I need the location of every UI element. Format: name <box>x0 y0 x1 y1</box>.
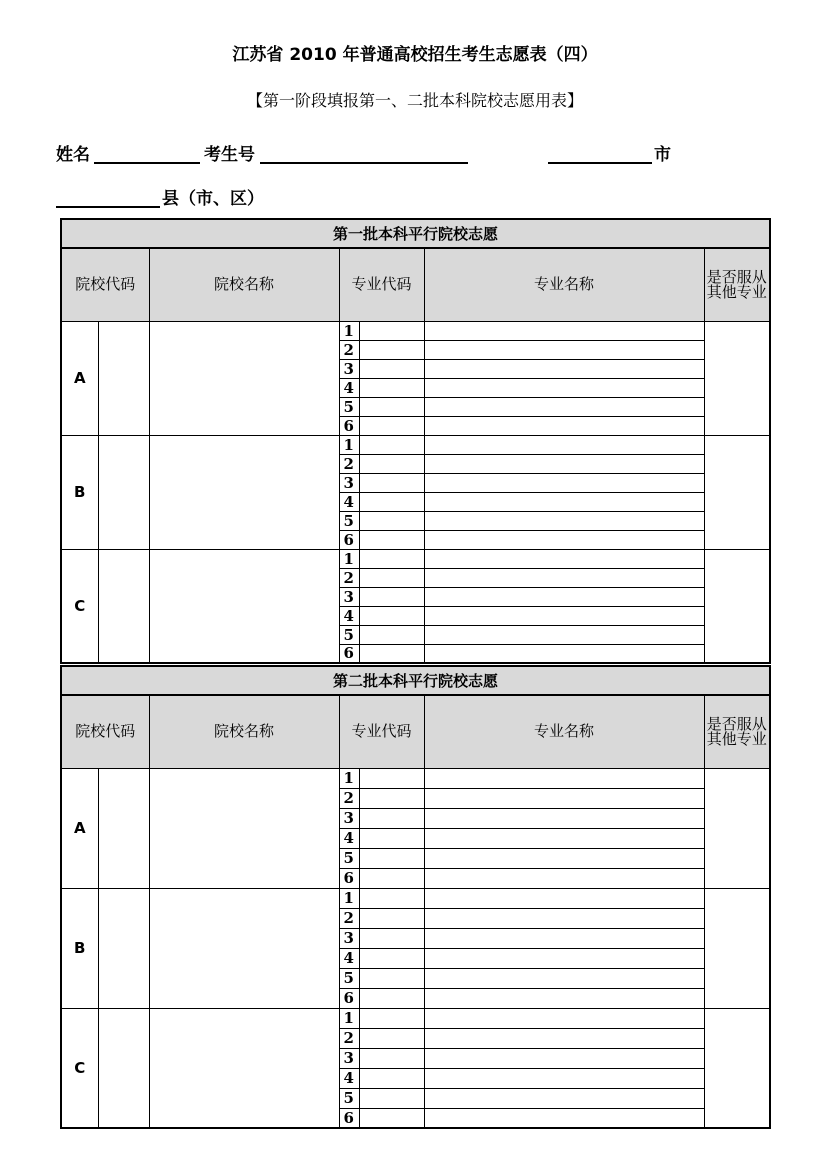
row-number: 6 <box>339 988 359 1008</box>
exam-no-field[interactable] <box>260 162 468 164</box>
major-code-cell[interactable] <box>359 606 424 625</box>
major-code-cell[interactable] <box>359 644 424 663</box>
major-code-cell[interactable] <box>359 808 424 828</box>
school-code-cell[interactable] <box>98 1008 149 1128</box>
major-name-cell[interactable] <box>424 848 704 868</box>
major-name-cell[interactable] <box>424 788 704 808</box>
major-code-cell[interactable] <box>359 340 424 359</box>
obey-adjust-header: 是否服从其他专业 <box>704 695 770 768</box>
school-name-cell[interactable] <box>149 321 339 435</box>
county-field[interactable] <box>56 206 160 208</box>
major-name-cell[interactable] <box>424 1108 704 1128</box>
row-number: 2 <box>339 1028 359 1048</box>
major-code-cell[interactable] <box>359 888 424 908</box>
section-title: 第二批本科平行院校志愿 <box>61 666 770 695</box>
major-name-header: 专业名称 <box>424 695 704 768</box>
school-letter: C <box>61 549 98 663</box>
major-name-cell[interactable] <box>424 928 704 948</box>
row-number: 1 <box>339 768 359 788</box>
major-code-cell[interactable] <box>359 948 424 968</box>
row-number: 1 <box>339 888 359 908</box>
row-number: 6 <box>339 1108 359 1128</box>
school-name-cell[interactable] <box>149 549 339 663</box>
obey-adjust-cell[interactable] <box>704 1008 770 1128</box>
row-number: 6 <box>339 644 359 663</box>
row-number: 1 <box>339 435 359 454</box>
row-number: 2 <box>339 340 359 359</box>
school-name-cell[interactable] <box>149 888 339 1008</box>
row-number: 2 <box>339 568 359 587</box>
major-code-cell[interactable] <box>359 435 424 454</box>
major-name-cell[interactable] <box>424 828 704 848</box>
row-number: 4 <box>339 606 359 625</box>
major-name-cell[interactable] <box>424 397 704 416</box>
school-code-cell[interactable] <box>98 435 149 549</box>
city-label: 市 <box>654 145 671 165</box>
major-name-cell[interactable] <box>424 1028 704 1048</box>
row-number: 4 <box>339 378 359 397</box>
major-code-cell[interactable] <box>359 321 424 340</box>
major-code-cell[interactable] <box>359 868 424 888</box>
major-name-cell[interactable] <box>424 808 704 828</box>
row-number: 3 <box>339 1048 359 1068</box>
name-field[interactable] <box>94 162 200 164</box>
row-number: 3 <box>339 473 359 492</box>
second-batch-table <box>60 665 771 1129</box>
major-name-cell[interactable] <box>424 948 704 968</box>
major-code-cell[interactable] <box>359 511 424 530</box>
obey-adjust-cell[interactable] <box>704 888 770 1008</box>
major-name-cell[interactable] <box>424 968 704 988</box>
major-code-cell[interactable] <box>359 828 424 848</box>
school-letter: B <box>61 435 98 549</box>
major-name-cell[interactable] <box>424 378 704 397</box>
obey-adjust-cell[interactable] <box>704 768 770 888</box>
school-name-header: 院校名称 <box>149 695 339 768</box>
major-name-cell[interactable] <box>424 454 704 473</box>
name-label: 姓名 <box>56 145 90 165</box>
school-letter: C <box>61 1008 98 1128</box>
school-code-cell[interactable] <box>98 549 149 663</box>
major-code-cell[interactable] <box>359 988 424 1008</box>
major-name-cell[interactable] <box>424 435 704 454</box>
major-code-cell[interactable] <box>359 397 424 416</box>
major-name-cell[interactable] <box>424 511 704 530</box>
major-code-cell[interactable] <box>359 928 424 948</box>
major-code-cell[interactable] <box>359 968 424 988</box>
page-subtitle: 【第一阶段填报第一、二批本科院校志愿用表】 <box>246 91 583 110</box>
city-field[interactable] <box>548 162 652 164</box>
exam-no-label: 考生号 <box>204 145 255 165</box>
row-number: 6 <box>339 530 359 549</box>
major-name-cell[interactable] <box>424 321 704 340</box>
major-code-cell[interactable] <box>359 454 424 473</box>
county-label: 县（市、区） <box>162 189 264 209</box>
row-number: 5 <box>339 848 359 868</box>
row-number: 1 <box>339 321 359 340</box>
school-code-header: 院校代码 <box>61 695 149 768</box>
major-name-cell[interactable] <box>424 549 704 568</box>
major-name-cell[interactable] <box>424 606 704 625</box>
major-name-cell[interactable] <box>424 568 704 587</box>
row-number: 6 <box>339 868 359 888</box>
major-code-cell[interactable] <box>359 530 424 549</box>
row-number: 5 <box>339 511 359 530</box>
school-letter: B <box>61 888 98 1008</box>
school-name-header: 院校名称 <box>149 248 339 321</box>
school-letter: A <box>61 768 98 888</box>
school-code-cell[interactable] <box>98 768 149 888</box>
school-letter: A <box>61 321 98 435</box>
major-name-cell[interactable] <box>424 359 704 378</box>
major-code-header: 专业代码 <box>339 695 424 768</box>
page-title: 江苏省 2010 年普通高校招生考生志愿表（四） <box>232 45 598 65</box>
major-code-cell[interactable] <box>359 359 424 378</box>
major-code-cell[interactable] <box>359 1068 424 1088</box>
major-name-cell[interactable] <box>424 908 704 928</box>
major-name-cell[interactable] <box>424 768 704 788</box>
major-name-cell[interactable] <box>424 492 704 511</box>
row-number: 5 <box>339 397 359 416</box>
row-number: 4 <box>339 1068 359 1088</box>
major-code-cell[interactable] <box>359 1088 424 1108</box>
major-name-cell[interactable] <box>424 530 704 549</box>
major-code-cell[interactable] <box>359 1028 424 1048</box>
row-number: 4 <box>339 828 359 848</box>
school-code-cell[interactable] <box>98 321 149 435</box>
major-code-header: 专业代码 <box>339 248 424 321</box>
major-name-cell[interactable] <box>424 868 704 888</box>
major-code-cell[interactable] <box>359 492 424 511</box>
obey-adjust-cell[interactable] <box>704 549 770 663</box>
major-name-cell[interactable] <box>424 587 704 606</box>
major-code-cell[interactable] <box>359 587 424 606</box>
row-number: 3 <box>339 808 359 828</box>
row-number: 3 <box>339 928 359 948</box>
obey-adjust-header: 是否服从其他专业 <box>704 248 770 321</box>
row-number: 4 <box>339 492 359 511</box>
major-code-cell[interactable] <box>359 908 424 928</box>
major-code-cell[interactable] <box>359 378 424 397</box>
major-code-cell[interactable] <box>359 768 424 788</box>
row-number: 5 <box>339 1088 359 1108</box>
row-number: 1 <box>339 549 359 568</box>
row-number: 5 <box>339 625 359 644</box>
major-name-cell[interactable] <box>424 888 704 908</box>
applicant-line-1 <box>56 140 776 170</box>
applicant-line-2 <box>56 184 776 214</box>
major-name-cell[interactable] <box>424 1088 704 1108</box>
major-name-cell[interactable] <box>424 1068 704 1088</box>
major-name-cell[interactable] <box>424 988 704 1008</box>
row-number: 3 <box>339 587 359 606</box>
school-code-header: 院校代码 <box>61 248 149 321</box>
major-code-cell[interactable] <box>359 549 424 568</box>
row-number: 2 <box>339 788 359 808</box>
section-title: 第一批本科平行院校志愿 <box>61 219 770 248</box>
row-number: 2 <box>339 908 359 928</box>
major-code-cell[interactable] <box>359 625 424 644</box>
row-number: 1 <box>339 1008 359 1028</box>
major-name-cell[interactable] <box>424 1048 704 1068</box>
obey-adjust-cell[interactable] <box>704 321 770 435</box>
obey-adjust-cell[interactable] <box>704 435 770 549</box>
school-name-cell[interactable] <box>149 768 339 888</box>
school-name-cell[interactable] <box>149 1008 339 1128</box>
major-code-cell[interactable] <box>359 1048 424 1068</box>
major-code-cell[interactable] <box>359 848 424 868</box>
major-name-cell[interactable] <box>424 340 704 359</box>
major-code-cell[interactable] <box>359 473 424 492</box>
major-name-cell[interactable] <box>424 416 704 435</box>
major-code-cell[interactable] <box>359 1108 424 1128</box>
school-name-cell[interactable] <box>149 435 339 549</box>
major-name-cell[interactable] <box>424 644 704 663</box>
row-number: 6 <box>339 416 359 435</box>
first-batch-table <box>60 218 771 664</box>
major-name-cell[interactable] <box>424 1008 704 1028</box>
major-code-cell[interactable] <box>359 788 424 808</box>
major-name-cell[interactable] <box>424 473 704 492</box>
major-name-cell[interactable] <box>424 625 704 644</box>
major-code-cell[interactable] <box>359 1008 424 1028</box>
major-name-header: 专业名称 <box>424 248 704 321</box>
major-code-cell[interactable] <box>359 416 424 435</box>
school-code-cell[interactable] <box>98 888 149 1008</box>
row-number: 4 <box>339 948 359 968</box>
row-number: 2 <box>339 454 359 473</box>
major-code-cell[interactable] <box>359 568 424 587</box>
row-number: 3 <box>339 359 359 378</box>
row-number: 5 <box>339 968 359 988</box>
